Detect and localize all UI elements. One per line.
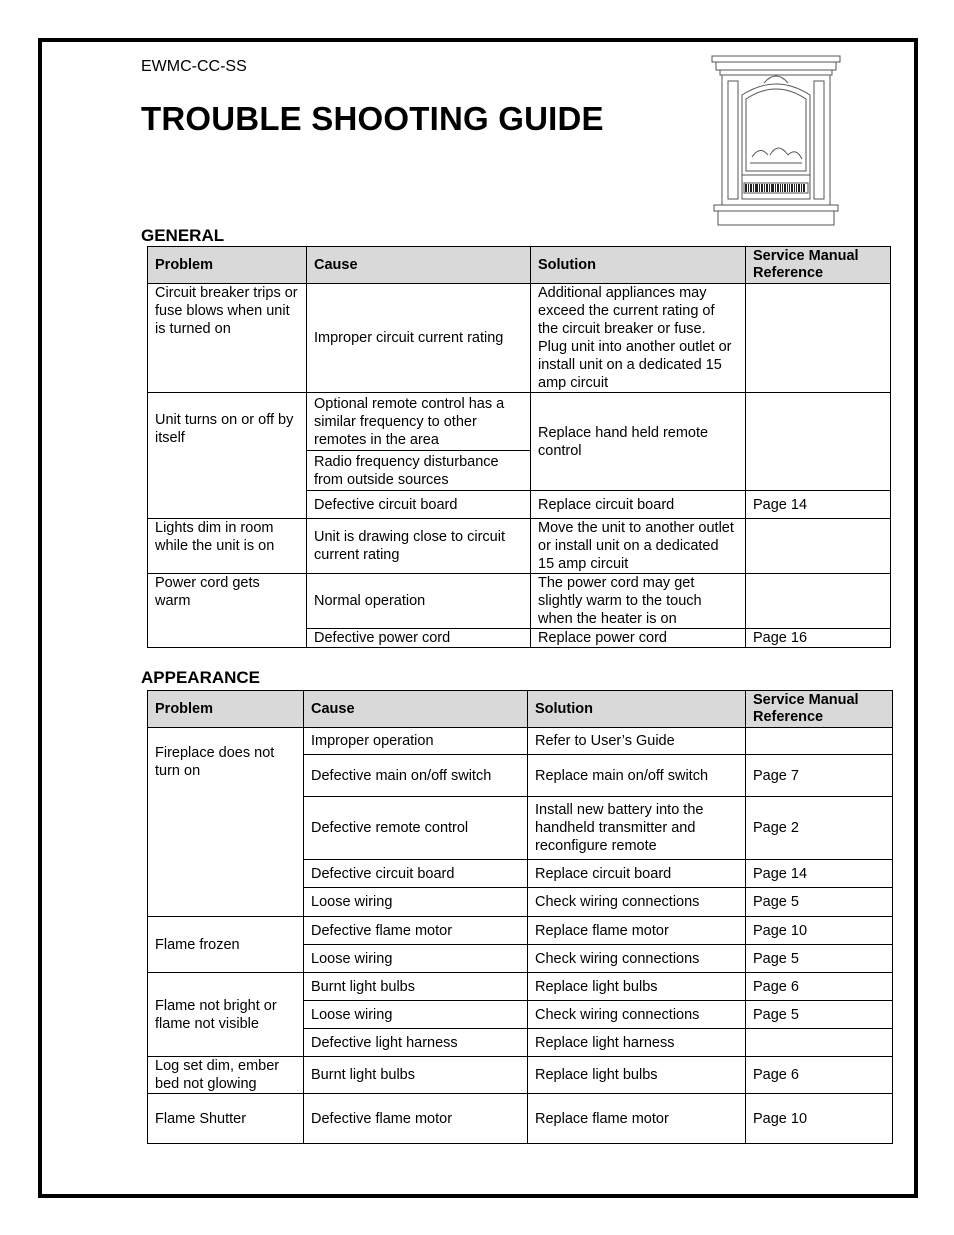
table-header-row <box>148 247 891 284</box>
reference-cell <box>746 1029 893 1057</box>
table-row <box>148 393 891 451</box>
solution-cell: Replace circuit board <box>528 860 746 888</box>
cause-cell: Defective flame motor <box>304 1094 528 1144</box>
solution-cell: Replace main on/off switch <box>528 755 746 797</box>
solution-cell: Install new battery into the handheld transmitter and reconfigure remote <box>528 797 746 860</box>
solution-cell: Refer to User’s Guide <box>528 728 746 755</box>
cause-cell: Improper operation <box>304 728 528 755</box>
solution-cell: Replace light harness <box>528 1029 746 1057</box>
problem-cell: Log set dim, ember bed not glowing <box>148 1057 304 1094</box>
problem-cell: Flame not bright or flame not visible <box>148 973 304 1057</box>
reference-cell <box>746 393 891 491</box>
cause-cell: Defective power cord <box>307 629 531 648</box>
cause-cell: Defective flame motor <box>304 917 528 945</box>
solution-cell: Replace flame motor <box>528 1094 746 1144</box>
reference-cell: Page 7 <box>746 755 893 797</box>
cause-cell: Optional remote control has a similar frequency to other remotes in the area <box>307 393 531 451</box>
problem-cell: Unit turns on or off by itself <box>148 393 307 519</box>
cause-cell: Loose wiring <box>304 1001 528 1029</box>
table-header-row <box>148 691 893 728</box>
cause-cell: Loose wiring <box>304 888 528 917</box>
cause-cell: Unit is drawing close to circuit current rating <box>307 519 531 574</box>
cause-cell: Burnt light bulbs <box>304 1057 528 1094</box>
solution-cell: Replace power cord <box>531 629 746 648</box>
table-row <box>148 1057 893 1094</box>
problem-cell: Flame frozen <box>148 917 304 973</box>
reference-cell: Page 14 <box>746 491 891 519</box>
solution-cell: The power cord may get slightly warm to the touch when the heater is on <box>531 574 746 629</box>
column-header: Problem <box>148 247 307 284</box>
reference-cell: Page 6 <box>746 973 893 1001</box>
table-row <box>148 1094 893 1144</box>
column-header: Service Manual Reference <box>746 247 891 284</box>
section-heading-general: GENERAL <box>141 226 225 245</box>
column-header: Cause <box>304 691 528 728</box>
reference-cell <box>746 519 891 574</box>
column-header: Cause <box>307 247 531 284</box>
reference-cell <box>746 728 893 755</box>
solution-cell: Move the unit to another outlet or install unit on a dedicated 15 amp circuit <box>531 519 746 574</box>
table-row <box>148 284 891 393</box>
solution-cell: Replace flame motor <box>528 917 746 945</box>
problem-cell: Circuit breaker trips or fuse blows when unit is turned on <box>148 284 307 393</box>
appearance-table <box>147 690 893 1144</box>
table-row <box>148 917 893 945</box>
solution-cell: Check wiring connections <box>528 888 746 917</box>
solution-cell: Replace light bulbs <box>528 973 746 1001</box>
table-row <box>148 574 891 629</box>
column-header: Service Manual Reference <box>746 691 893 728</box>
cause-cell: Defective circuit board <box>307 491 531 519</box>
cause-cell: Defective light harness <box>304 1029 528 1057</box>
column-header: Solution <box>531 247 746 284</box>
solution-cell: Check wiring connections <box>528 945 746 973</box>
problem-cell: Flame Shutter <box>148 1094 304 1144</box>
solution-cell: Check wiring connections <box>528 1001 746 1029</box>
cause-cell: Normal operation <box>307 574 531 629</box>
reference-cell <box>746 284 891 393</box>
reference-cell: Page 5 <box>746 888 893 917</box>
reference-cell: Page 14 <box>746 860 893 888</box>
column-header: Problem <box>148 691 304 728</box>
cause-cell: Radio frequency disturbance from outside sources <box>307 451 531 491</box>
cause-cell: Burnt light bulbs <box>304 973 528 1001</box>
solution-cell: Additional appliances may exceed the current rating of the circuit breaker or fuse. Plug unit into another outlet or install unit on a dedicated 15 amp circuit <box>531 284 746 393</box>
problem-cell: Power cord gets warm <box>148 574 307 648</box>
problem-cell: Lights dim in room while the unit is on <box>148 519 307 574</box>
page-title: TROUBLE SHOOTING GUIDE <box>141 100 604 137</box>
cause-cell: Defective circuit board <box>304 860 528 888</box>
table-row <box>148 973 893 1001</box>
table-row <box>148 728 893 755</box>
reference-cell: Page 10 <box>746 1094 893 1144</box>
solution-cell: Replace hand held remote control <box>531 393 746 491</box>
problem-cell: Fireplace does not turn on <box>148 728 304 917</box>
reference-cell: Page 10 <box>746 917 893 945</box>
model-number: EWMC-CC-SS <box>141 58 247 75</box>
reference-cell: Page 2 <box>746 797 893 860</box>
reference-cell: Page 5 <box>746 945 893 973</box>
reference-cell: Page 6 <box>746 1057 893 1094</box>
section-heading-appearance: APPEARANCE <box>141 668 261 687</box>
reference-cell: Page 5 <box>746 1001 893 1029</box>
reference-cell: Page 16 <box>746 629 891 648</box>
fireplace-illustration <box>710 55 842 227</box>
column-header: Solution <box>528 691 746 728</box>
reference-cell <box>746 574 891 629</box>
cause-cell: Defective remote control <box>304 797 528 860</box>
table-row <box>148 519 891 574</box>
general-table <box>147 246 891 648</box>
cause-cell: Loose wiring <box>304 945 528 973</box>
cause-cell: Defective main on/off switch <box>304 755 528 797</box>
solution-cell: Replace circuit board <box>531 491 746 519</box>
cause-cell: Improper circuit current rating <box>307 284 531 393</box>
solution-cell: Replace light bulbs <box>528 1057 746 1094</box>
